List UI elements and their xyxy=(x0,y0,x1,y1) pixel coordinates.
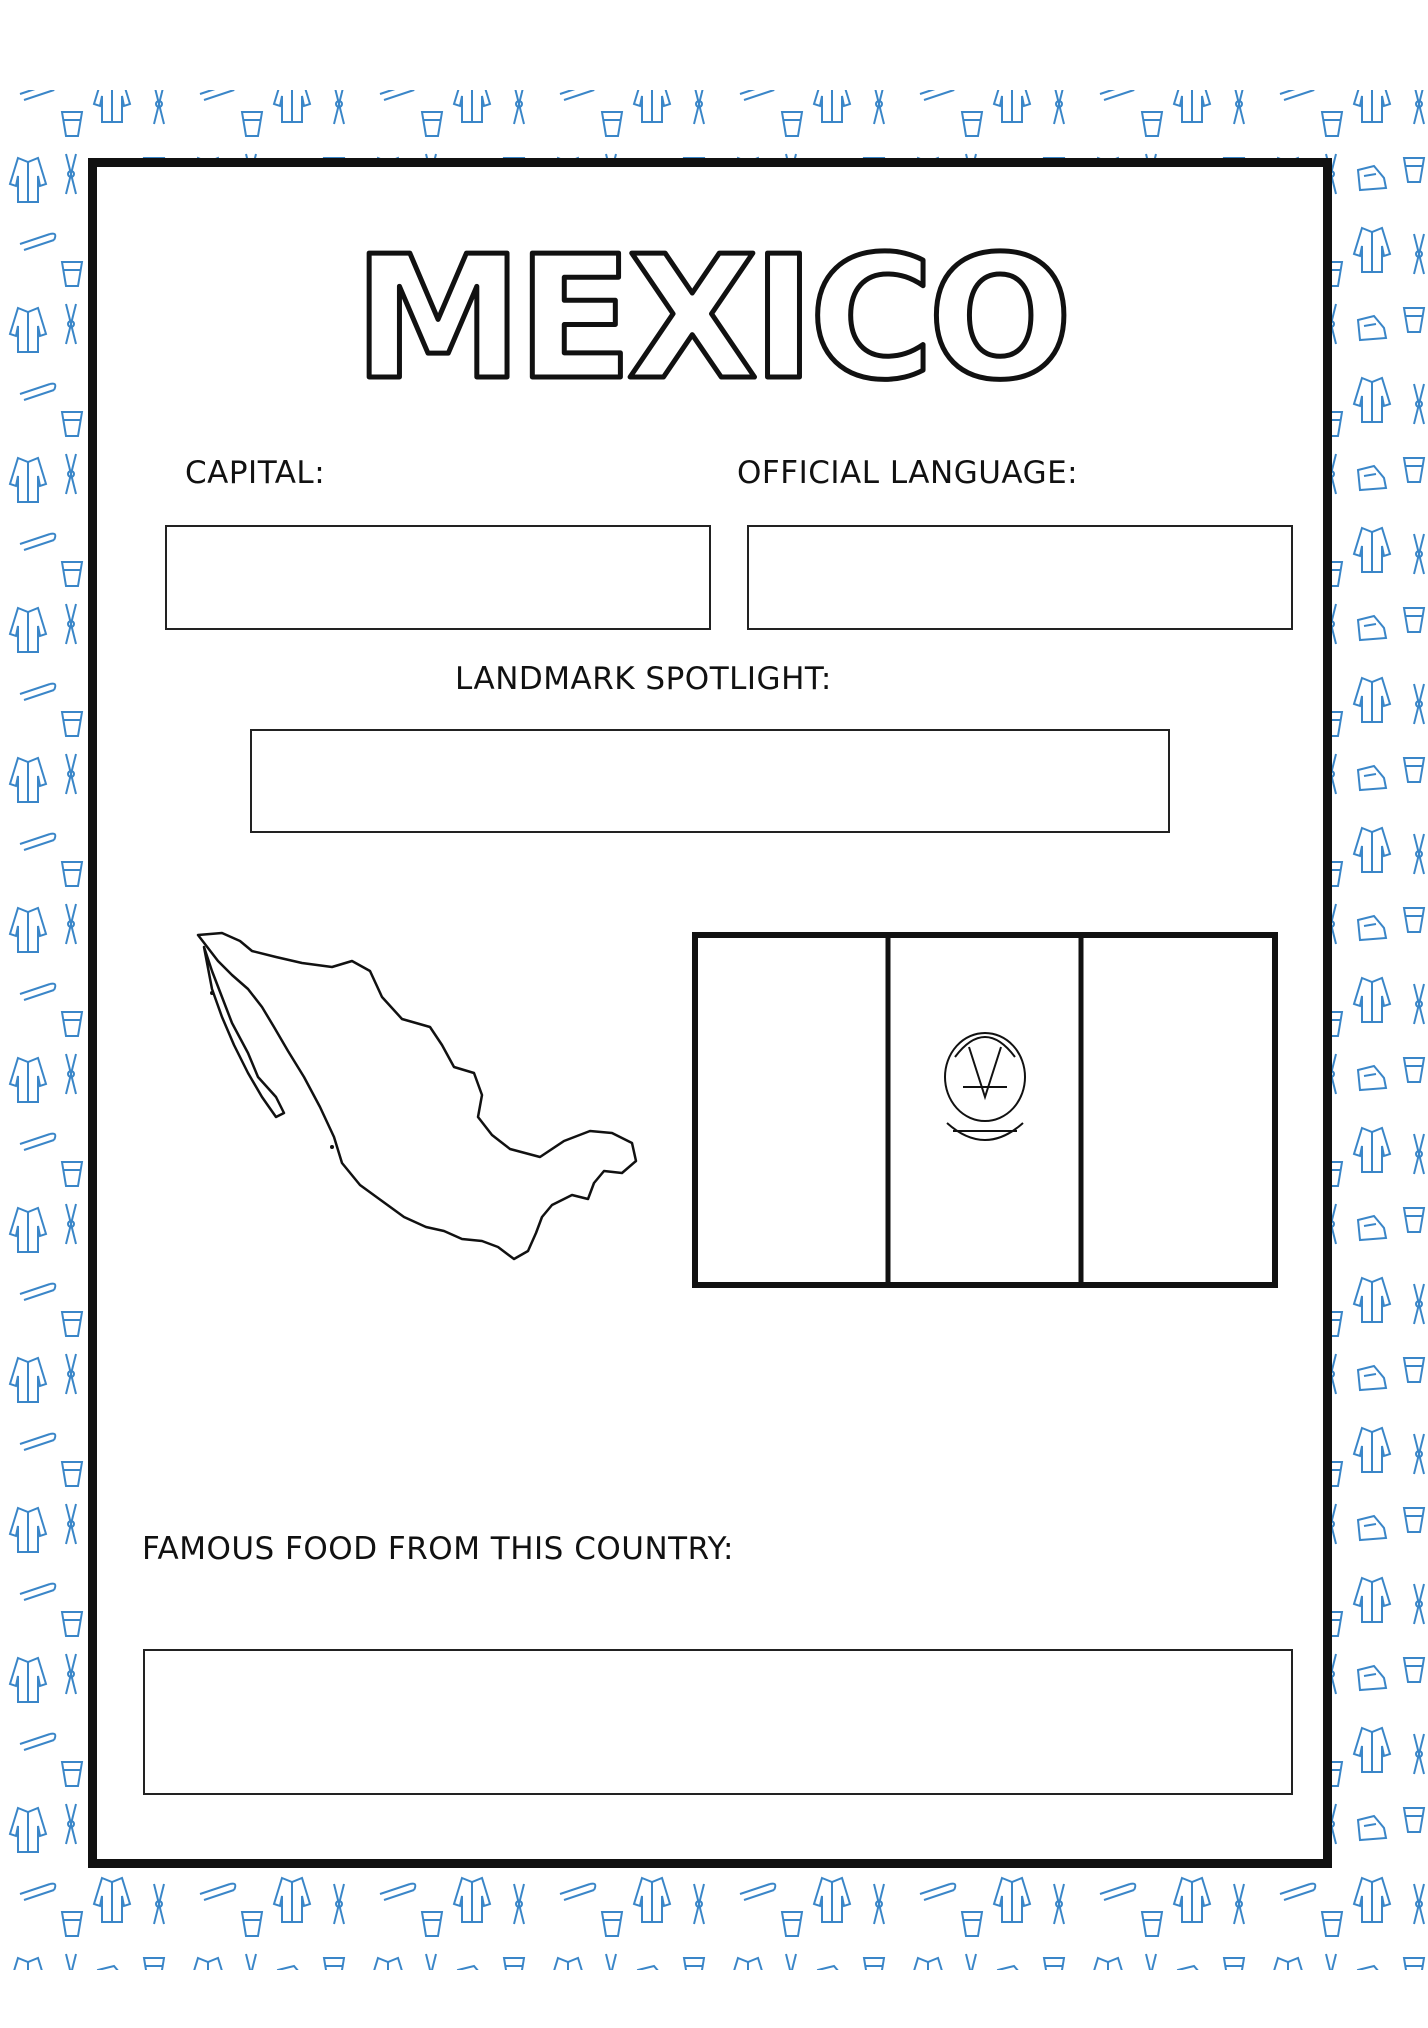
famous-food-label: FAMOUS FOOD FROM THIS COUNTRY: xyxy=(142,1531,734,1567)
capital-field[interactable] xyxy=(165,525,711,630)
page-title xyxy=(97,222,1323,412)
official-language-label: OFFICIAL LANGUAGE: xyxy=(737,455,1079,491)
country-flag-outline xyxy=(685,927,1285,1293)
landmark-spotlight-label: LANDMARK SPOTLIGHT: xyxy=(455,661,832,697)
landmark-spotlight-field[interactable] xyxy=(250,729,1170,833)
worksheet-page xyxy=(88,158,1332,1868)
famous-food-field[interactable] xyxy=(143,1649,1293,1795)
official-language-field[interactable] xyxy=(747,525,1293,630)
page-title-text: MEXICO xyxy=(353,222,1067,412)
capital-label: CAPITAL: xyxy=(185,455,326,491)
country-map-outline xyxy=(192,927,672,1287)
